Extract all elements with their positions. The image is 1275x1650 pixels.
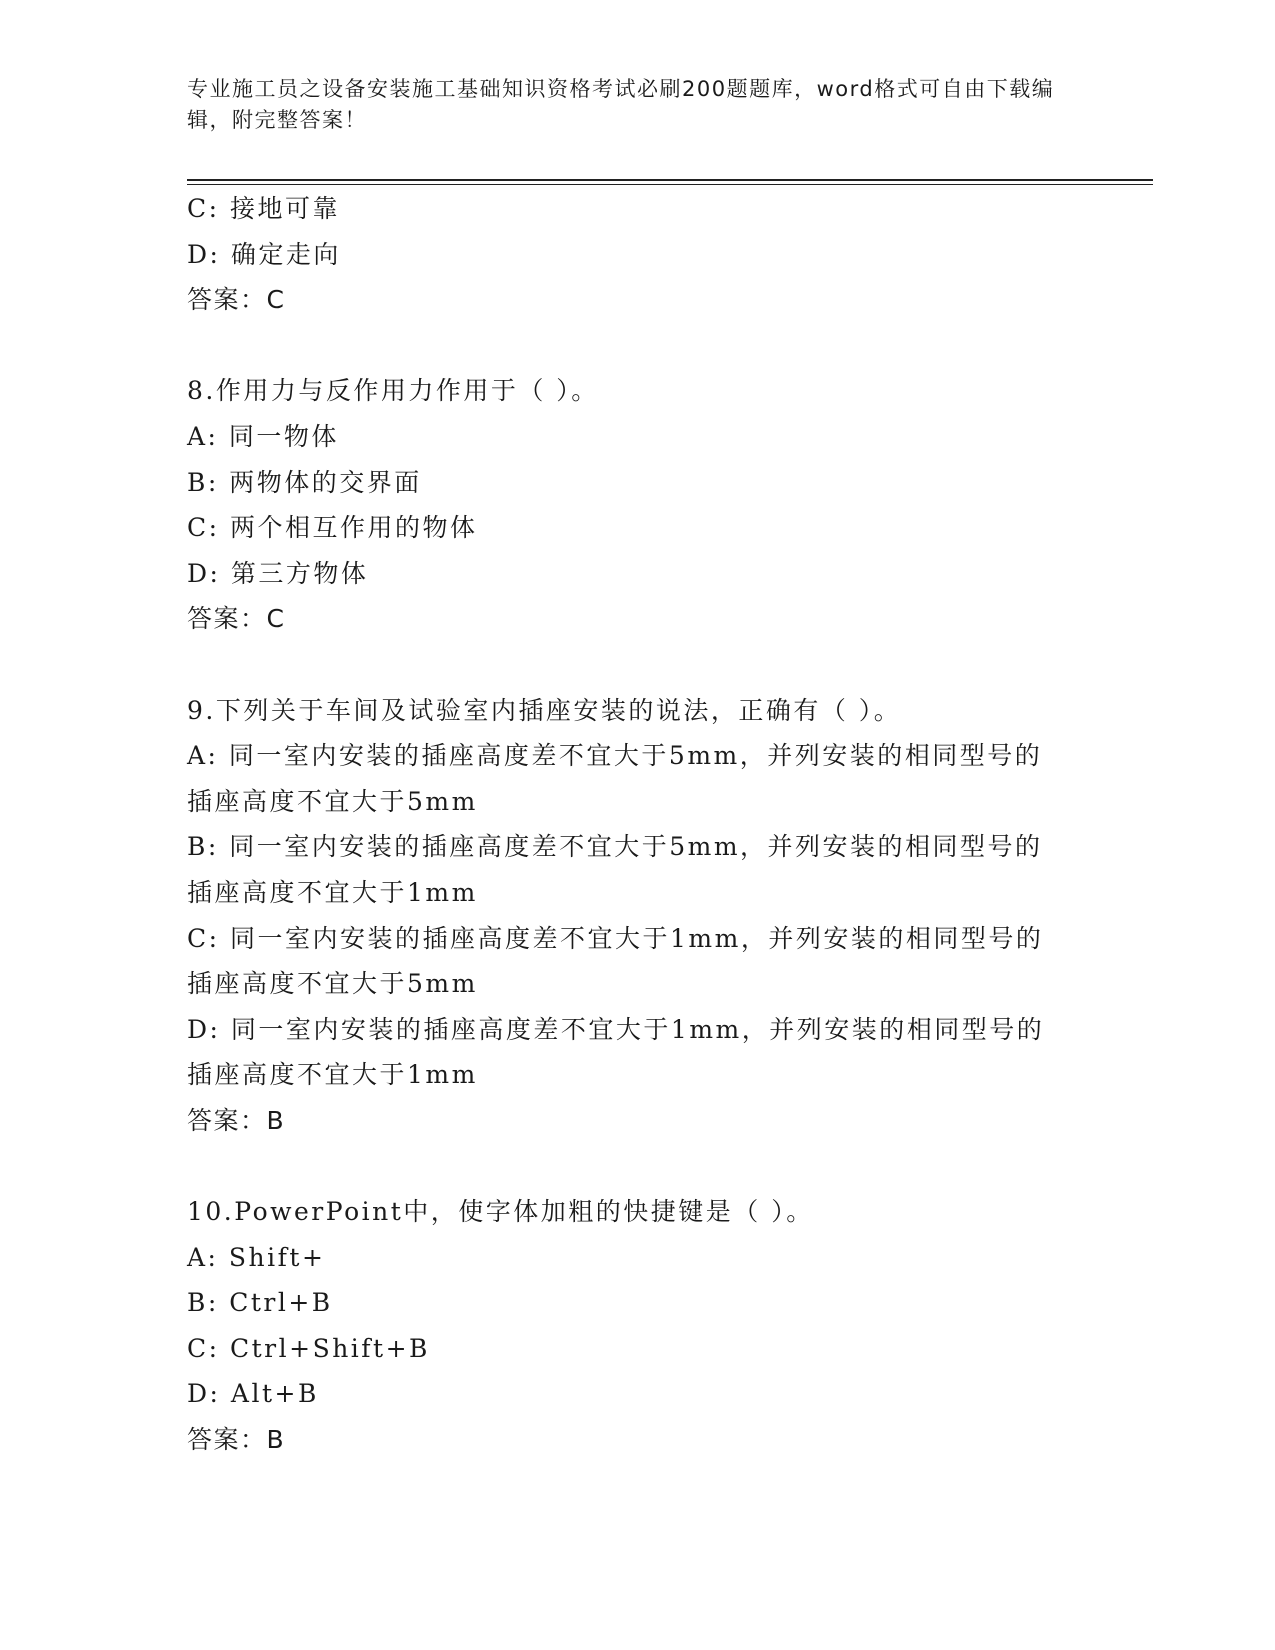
- question-8-option-a: A: 同一物体: [187, 421, 339, 451]
- question-10-option-c: C: Ctrl+Shift+B: [187, 1333, 430, 1363]
- header-divider: [187, 179, 1153, 185]
- question-10-stem: 10.PowerPoint中，使字体加粗的快捷键是（ ）。: [187, 1197, 814, 1227]
- question-10-option-a: A: Shift+: [187, 1242, 326, 1272]
- question-8-option-c: C: 两个相互作用的物体: [187, 513, 478, 543]
- answer: 答案：C: [187, 285, 286, 315]
- question-9-stem: 9.下列关于车间及试验室内插座安装的说法，正确有（ ）。: [187, 695, 902, 725]
- question-8-option-b: B: 两物体的交界面: [187, 467, 422, 497]
- document-header: 专业施工员之设备安装施工基础知识资格考试必刷200题题库，word格式可自由下载编辑，附完整答案！: [187, 77, 1055, 132]
- question-10-option-d: D: Alt+B: [187, 1379, 319, 1409]
- question-8-answer: 答案：C: [187, 604, 286, 634]
- option-c: C: 接地可靠: [187, 194, 340, 223]
- question-10-answer: 答案：B: [187, 1425, 286, 1455]
- question-8-option-d: D: 第三方物体: [187, 558, 369, 588]
- question-9-option-d: D: 同一室内安装的插座高度差不宜大于1mm，并列安装的相同型号的插座高度不宜大于1mm: [187, 1014, 1045, 1090]
- question-8-stem: 8.作用力与反作用力作用于（ ）。: [187, 376, 599, 406]
- question-9-option-a: A: 同一室内安装的插座高度差不宜大于5mm，并列安装的相同型号的插座高度不宜大于5mm: [187, 741, 1043, 816]
- question-list: [187, 186, 1067, 1463]
- question-10-option-b: B: Ctrl+B: [187, 1288, 333, 1318]
- question-9-option-c: C: 同一室内安装的插座高度差不宜大于1mm，并列安装的相同型号的插座高度不宜大于5mm: [187, 923, 1044, 999]
- option-d: D: 确定走向: [187, 239, 341, 269]
- question-9-option-b: B: 同一室内安装的插座高度差不宜大于5mm，并列安装的相同型号的插座高度不宜大于1mm: [187, 832, 1043, 907]
- question-9-answer: 答案：B: [187, 1105, 286, 1135]
